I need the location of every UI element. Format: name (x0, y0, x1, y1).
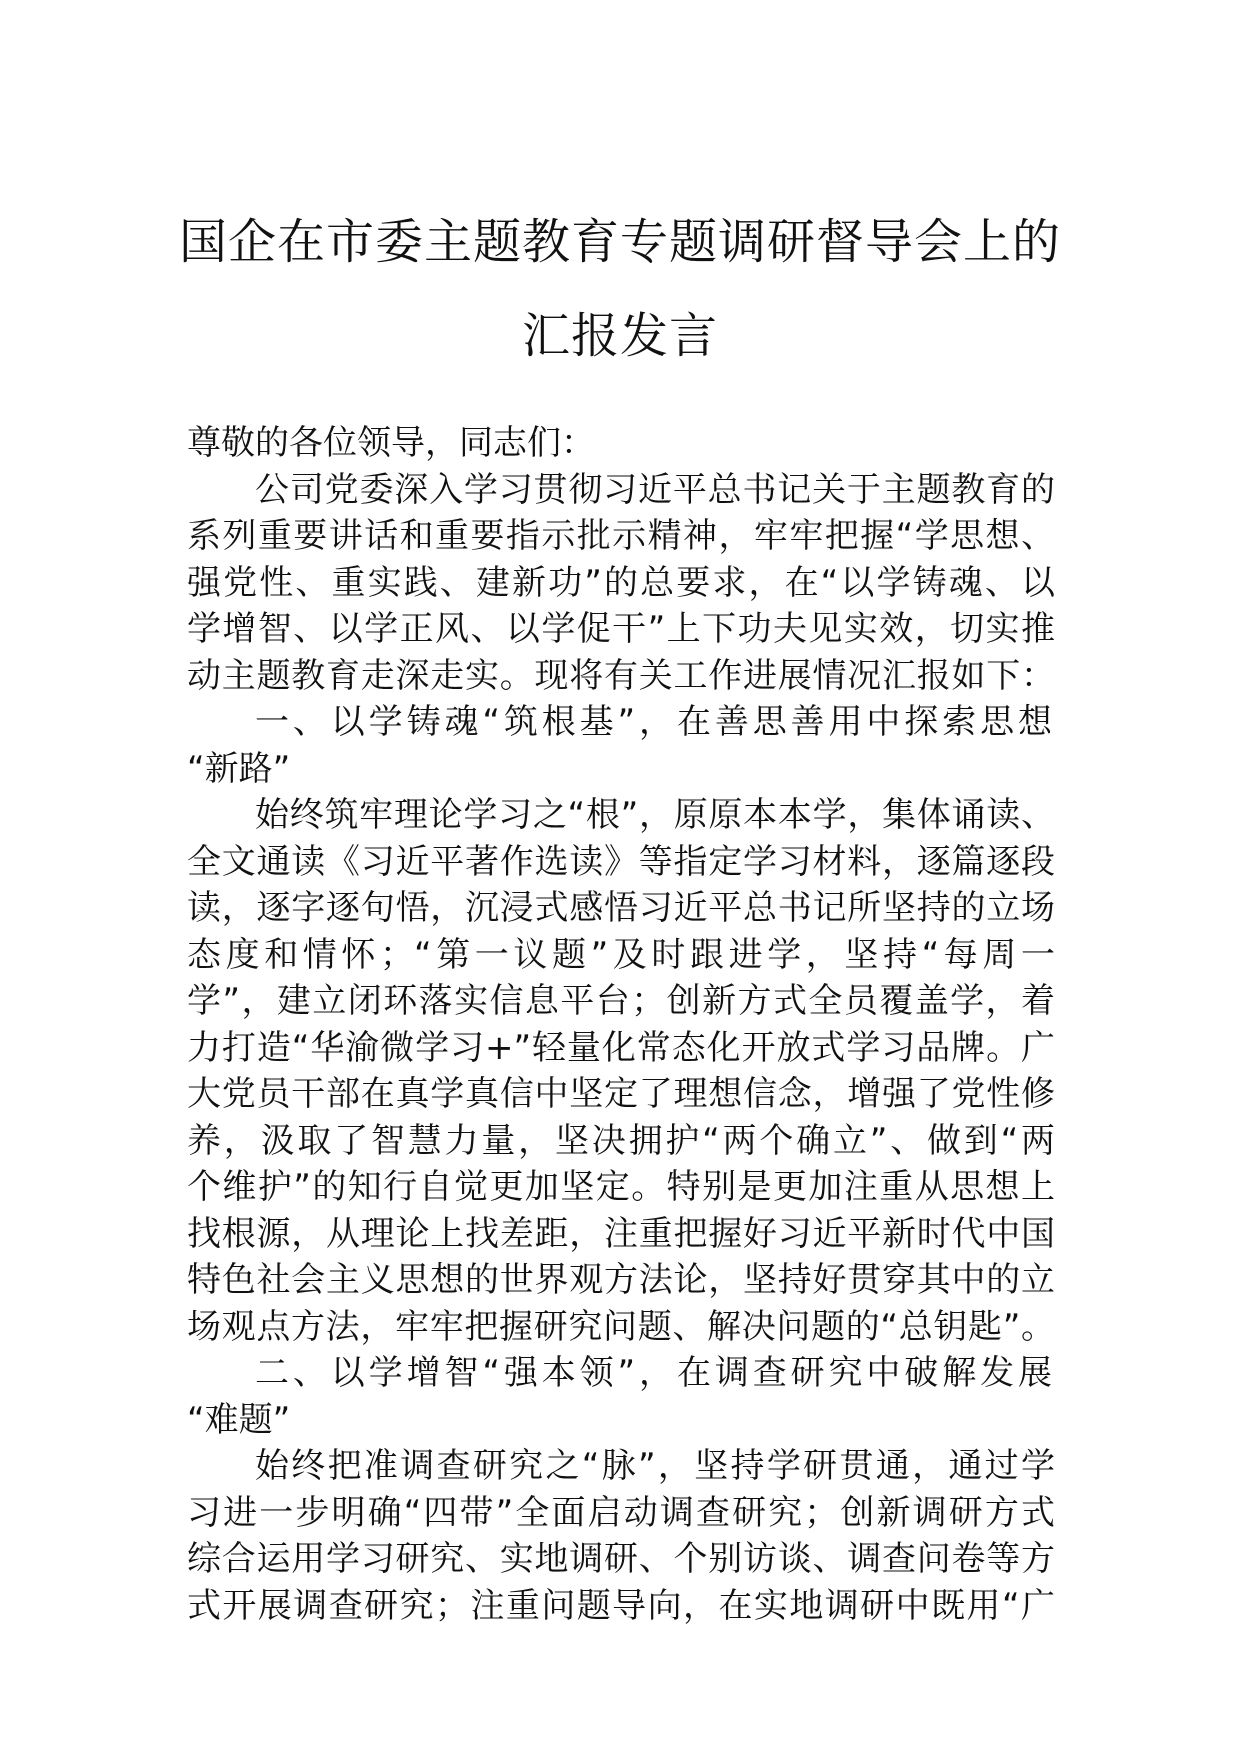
paragraph-line: 场观点方法，牢牢把握研究问题、解决问题的“总钥匙”。 (187, 1306, 1055, 1347)
paragraph-line: 养，汲取了智慧力量，坚决拥护“两个确立”、做到“两 (187, 1120, 1055, 1161)
paragraph-line: 读，逐字逐句悟，沉浸式感悟习近平总书记所坚持的立场 (187, 888, 1055, 928)
paragraph-line: 始终把准调查研究之“脉”，坚持学研贯通，通过学 (255, 1446, 1055, 1486)
paragraph-line: 习进一步明确“四带”全面启动调查研究；创新调研方式 (187, 1492, 1055, 1533)
paragraph-line: 找根源，从理论上找差距，注重把握好习近平新时代中国 (187, 1213, 1055, 1254)
paragraph-line: 大党员干部在真学真信中坚定了理想信念，增强了党性修 (187, 1074, 1055, 1114)
paragraph-line: 特色社会主义思想的世界观方法论，坚持好贯穿其中的立 (187, 1260, 1055, 1300)
document-title-line-2: 汇报发言 (521, 308, 718, 364)
paragraph-line: 式开展调查研究；注重问题导向，在实地调研中既用“广 (187, 1585, 1055, 1626)
document-body (187, 420, 1055, 1629)
paragraph-line: 个维护”的知行自觉更加坚定。特别是更加注重从思想上 (187, 1167, 1055, 1207)
paragraph-line: 学增智、以学正风、以学促干”上下功夫见实效，切实推 (187, 609, 1055, 649)
paragraph-line: 综合运用学习研究、实地调研、个别访谈、调查问卷等方 (187, 1539, 1055, 1579)
paragraph-line: 动主题教育走深走实。现将有关工作进展情况汇报如下： (187, 655, 1055, 696)
paragraph-line: 态度和情怀；“第一议题”及时跟进学，坚持“每周一 (187, 934, 1055, 975)
paragraph-line: 系列重要讲话和重要指示批示精神，牢牢把握“学思想、 (187, 516, 1055, 556)
paragraph-line: 始终筑牢理论学习之“根”，原原本本学，集体诵读、 (255, 795, 1055, 835)
paragraph-line: 全文通读《习近平著作选读》等指定学习材料，逐篇逐段 (187, 841, 1055, 882)
document-title-line-1: 国企在市委主题教育专题调研督导会上的 (178, 214, 1061, 270)
paragraph-line: 强党性、重实践、建新功”的总要求，在“以学铸魂、以 (187, 562, 1055, 603)
salutation: 尊敬的各位领导，同志们： (187, 423, 595, 463)
paragraph-line: 学”，建立闭环落实信息平台；创新方式全员覆盖学，着 (187, 981, 1055, 1021)
section-heading-1-continued: “新路” (187, 748, 291, 789)
paragraph-line: 公司党委深入学习贯彻习近平总书记关于主题教育的 (255, 469, 1055, 510)
paragraph-line: 力打造“华渝微学习+”轻量化常态化开放式学习品牌。广 (187, 1027, 1055, 1068)
section-heading-2: 二、以学增智“强本领”，在调查研究中破解发展 (255, 1353, 1055, 1393)
section-heading-1: 一、以学铸魂“筑根基”，在善思善用中探索思想 (255, 702, 1055, 742)
section-heading-2-continued: “难题” (187, 1399, 291, 1440)
